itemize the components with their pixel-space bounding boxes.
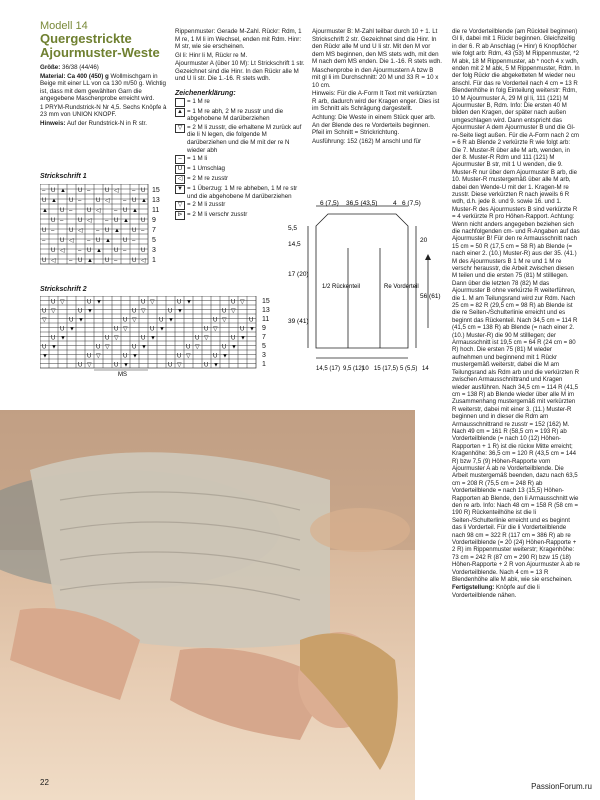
dim-left-1: 5,5 <box>288 225 298 232</box>
stitch-symbol-icon: ▲ <box>141 198 147 204</box>
stitch-symbol-icon: ▼ <box>240 335 246 342</box>
ausfuehrung-text: Ausführung: 152 (162) M anschl und für <box>312 137 422 145</box>
stitch-symbol-icon: U <box>231 335 236 342</box>
stitch-symbol-icon: ▼ <box>132 353 138 360</box>
stitch-symbol-icon: U <box>78 308 83 315</box>
stitch-symbol-icon: ▼ <box>231 344 237 351</box>
stitch-symbol-icon: U <box>177 353 182 360</box>
stitch-symbol-icon: U <box>123 353 128 360</box>
dim-top-3: 4 <box>393 200 397 207</box>
stitch-symbol-icon: ▽ <box>177 362 182 369</box>
stitch-symbol-icon: U <box>78 362 83 369</box>
stitch-symbol-icon: U <box>69 228 74 234</box>
stitch-symbol-icon: ▼ <box>78 317 84 324</box>
stitch-symbol-icon: ▽ <box>123 326 128 333</box>
legend-title: Zeichenerklärung: <box>175 89 236 97</box>
legend-text: = 1 M re <box>187 97 210 105</box>
dim-bottom-5: 5 (5,5) <box>400 366 418 372</box>
dim-right-2: 56 (61) <box>420 293 441 300</box>
stitch-symbol-icon: ▼ <box>96 299 102 306</box>
stitch-symbol-icon: ▽ <box>105 344 110 351</box>
stitch-symbol-icon: ▼ <box>141 344 147 351</box>
stitch-symbol-icon: ▲ <box>96 248 102 254</box>
stitch-symbol-icon: U <box>141 188 146 194</box>
dim-bottom-6: 14 <box>422 366 429 372</box>
stitch-symbol-icon: U <box>105 188 110 194</box>
stitch-symbol-icon: ◁ <box>96 208 101 214</box>
ajour-b-text: Ajourmuster B: M-Zahl teilbar durch 10 + 1. Lt Strickschrift 2 str. Gezeichnet sind die Hinr. In den Rückr alle M und U li str. Mit den M vor dem MS beginnen, den MS stets wdh, mit den M nach dem MS enden. Die 1.-16. R stets wdh. <box>312 28 442 66</box>
legend-symbol-icon: ▽ <box>175 201 185 210</box>
stitch-symbol-icon: ▼ <box>177 308 183 315</box>
legend-symbol-icon: – <box>175 155 185 164</box>
stitch-symbol-icon: ▼ <box>150 335 156 342</box>
chart-row-number: 9 <box>262 325 266 332</box>
stitch-symbol-icon: ▼ <box>222 353 228 360</box>
stitch-symbol-icon: ▼ <box>87 308 93 315</box>
stitch-symbol-icon: ▽ <box>150 299 155 306</box>
dim-bottom-1: 14,5 (17) <box>316 366 341 372</box>
dim-top-1: 6 (7,5) <box>320 200 339 207</box>
achtung-text: Achtung: Die Weste in einem Stück quer arb. An der Blende des re Vorderteils beginnen. Pfeil im Schnitt = Strickrichtung. <box>312 114 436 137</box>
legend-symbol-icon: U <box>175 165 185 174</box>
left-column <box>40 20 168 128</box>
stitch-symbol-icon: ▽ <box>42 317 47 324</box>
stitch-symbol-icon: – <box>123 248 127 254</box>
stitch-symbol-icon: ▲ <box>42 208 48 214</box>
stitch-symbol-icon: U <box>132 308 137 315</box>
stitch-symbol-icon: – <box>78 198 82 204</box>
stitch-symbol-icon: ▽ <box>114 335 119 342</box>
stitch-symbol-icon: ▽ <box>195 344 200 351</box>
stitch-symbol-icon: – <box>114 208 118 214</box>
stitch-symbol-icon: U <box>69 317 74 324</box>
stitch-symbol-icon: – <box>123 198 127 204</box>
stitch-symbol-icon: U <box>42 308 47 315</box>
stitch-symbol-icon: U <box>123 317 128 324</box>
title-line-2: Ajourmuster-Weste <box>40 45 160 60</box>
rippenmuster-text: Rippenmuster: Gerade M-Zahl. Rückr: Rdm, 1 M re, 1 M li im Wechsel, enden mit Rdm. Hinr: M str, wie sie erscheinen. <box>175 28 302 51</box>
legend-text: = 1 M re abh, 2 M re zusstr und die abgehobene M darüberziehen <box>187 107 284 123</box>
stitch-symbol-icon: ▽ <box>96 353 101 360</box>
stitch-symbol-icon: – <box>141 228 145 234</box>
stitch-symbol-icon: – <box>87 238 91 244</box>
stitch-symbol-icon: – <box>78 248 82 254</box>
stitch-symbol-icon: U <box>96 198 101 204</box>
dim-left-3: 17 (20) <box>288 271 309 278</box>
stitch-symbol-icon: U <box>132 228 137 234</box>
stitch-symbol-icon: ▽ <box>213 326 218 333</box>
stitch-symbol-icon: ▼ <box>168 317 174 324</box>
stitch-symbol-icon: U <box>69 198 74 204</box>
stitch-symbol-icon: U <box>141 335 146 342</box>
legend-item <box>175 108 307 123</box>
chart-row-number: 7 <box>262 334 266 341</box>
stitch-symbol-icon: ▽ <box>51 308 56 315</box>
stitch-symbol-icon: U <box>177 299 182 306</box>
size-value: 36/38 (44/46) <box>62 64 99 71</box>
stitch-symbol-icon: – <box>60 218 64 224</box>
stitch-symbol-icon: U <box>105 258 110 264</box>
stitch-symbol-icon: – <box>69 258 73 264</box>
stitch-symbol-icon: ▽ <box>87 362 92 369</box>
chart-row-number: 9 <box>152 217 156 224</box>
chart-row-number: 11 <box>152 207 160 214</box>
stitch-symbol-icon: U <box>42 198 47 204</box>
stitch-symbol-icon: U <box>96 344 101 351</box>
chart-row-number: 1 <box>262 361 266 368</box>
material-text-2: 1 PRYM-Rundstrick-N Nr 4,5. Sechs Knöpfe à 23 mm von UNION KNOPF. <box>40 103 167 119</box>
finishing-text: Knöpfe auf die li Vorderteilblende nähen. <box>452 584 540 599</box>
stitch-symbol-icon: ▲ <box>114 228 120 234</box>
stitch-symbol-icon: – <box>132 188 136 194</box>
chart-row-number: 15 <box>152 187 160 194</box>
stitch-symbol-icon: – <box>69 208 73 214</box>
stitch-symbol-icon: U <box>222 308 227 315</box>
stitch-symbol-icon: – <box>105 218 109 224</box>
vest-outline <box>316 214 408 348</box>
legend-text: = 1 Umschlag <box>187 165 226 173</box>
column-2 <box>175 28 307 221</box>
stitch-symbol-icon: ◁ <box>69 238 74 244</box>
stitch-symbol-icon: ▼ <box>249 326 255 333</box>
chart-row-number: 13 <box>262 307 270 314</box>
stitch-symbol-icon: U <box>231 299 236 306</box>
stitch-symbol-icon: U <box>141 248 146 254</box>
stitch-symbol-icon: ◁ <box>141 258 146 264</box>
material-label: Material: Ca 400 (450) g <box>40 72 109 80</box>
maschenprobe-text: Maschenprobe in den Ajourmustern A bzw B mit gl li im Durchschnitt: 20 M und 33 R = 10 x 10 cm. <box>312 66 439 89</box>
legend-text: = 1 Überzug: 1 M re abheben, 1 M re str und die abgehobene M darüberziehen <box>187 185 298 200</box>
stitch-symbol-icon: U <box>123 208 128 214</box>
chart-row-number: 5 <box>152 237 156 244</box>
stitch-symbol-icon: U <box>51 188 56 194</box>
stitch-symbol-icon: U <box>195 335 200 342</box>
dim-bottom-4: 15 (17,5) <box>374 366 399 372</box>
stitch-symbol-icon: ◁ <box>105 198 110 204</box>
stitch-symbol-icon: ▲ <box>87 258 93 264</box>
chart-row-number: 15 <box>262 298 270 305</box>
stitch-symbol-icon: U <box>60 208 65 214</box>
ms-label: MS <box>118 372 127 376</box>
stitch-symbol-icon: ▽ <box>240 299 245 306</box>
stitch-symbol-icon: U <box>87 299 92 306</box>
stitch-symbol-icon: U <box>141 299 146 306</box>
knitting-chart-1 <box>40 184 170 266</box>
title-line-1: Quergestrickte <box>40 31 132 46</box>
chart-row-number: 5 <box>262 343 266 350</box>
legend-symbol-icon: ⊳ <box>175 211 185 220</box>
stitch-symbol-icon: ▲ <box>105 238 111 244</box>
stitch-symbol-icon: – <box>114 258 118 264</box>
stitch-symbol-icon: U <box>213 317 218 324</box>
stitch-symbol-icon: U <box>105 228 110 234</box>
stitch-symbol-icon: ◁ <box>60 248 65 254</box>
dim-top-4: 6 (7,5) <box>402 200 421 207</box>
stitch-symbol-icon: U <box>123 238 128 244</box>
stitch-symbol-icon: U <box>87 353 92 360</box>
stitch-symbol-icon: U <box>204 362 209 369</box>
legend-symbol-icon <box>175 98 185 107</box>
stitch-symbol-icon: ▼ <box>51 344 57 351</box>
stitch-symbol-icon: ◁ <box>114 188 119 194</box>
chart-row-number: 13 <box>152 197 160 204</box>
chart-row-number: 1 <box>152 257 156 264</box>
chart-row-number: 7 <box>152 227 156 234</box>
stitch-symbol-icon: ▽ <box>231 308 236 315</box>
dim-bottom-3: 10 <box>362 366 369 372</box>
dim-right-1: 20 <box>420 237 428 244</box>
knitting-chart-2 <box>40 296 280 376</box>
stitch-symbol-icon: U <box>87 248 92 254</box>
stitch-symbol-icon: U <box>141 218 146 224</box>
chart1-title: Strickschrift 1 <box>40 173 87 180</box>
stitch-symbol-icon: U <box>213 353 218 360</box>
stitch-symbol-icon: U <box>105 335 110 342</box>
stitch-symbol-icon: U <box>150 326 155 333</box>
stitch-symbol-icon: ▼ <box>159 326 165 333</box>
stitch-symbol-icon: U <box>168 308 173 315</box>
schematic-diagram <box>288 198 448 408</box>
stitch-symbol-icon: U <box>159 317 164 324</box>
stitch-symbol-icon: U <box>114 218 119 224</box>
stitch-symbol-icon: U <box>204 326 209 333</box>
stitch-symbol-icon: ▲ <box>132 208 138 214</box>
legend-symbol-icon: ▲ <box>175 108 185 117</box>
stitch-symbol-icon: ▼ <box>60 335 66 342</box>
dim-bottom-2: 9,5 (12) <box>343 366 364 372</box>
stitch-symbol-icon: – <box>87 188 91 194</box>
column-4 <box>452 28 580 600</box>
stitch-symbol-icon: U <box>51 248 56 254</box>
stitch-symbol-icon: ◁ <box>51 258 56 264</box>
stitch-symbol-icon: ▼ <box>69 326 75 333</box>
stitch-symbol-icon: U <box>132 258 137 264</box>
chart-row-number: 3 <box>152 247 156 254</box>
instructions-text: die re Vorderteilblende (am Rückteil beginnen) Gl li, dabei mit 1 Rückr beginnen. Gleichzeitig in der 6. R ab Anschlag (= Hinr) 6 Knopflöcher wie folgt arb: Rdm, 43 (53) M Rippenmuster, *2 M abk, 18 M Rippenmuster, ab * noch 4 x wdh, enden mit 2 M abk, 5 M Rippenmuster, Rdm. In der folg Rückr die abgeketteten M wieder neu anschl. Für das re Vorderteil nach 4 cm = 13 R Blendenhöhe in folg Einteilung weiterstr: Rdm, 10 M Ajourmuster A, 29 M gl li, 111 (121) M Ajourmuster B, Rdm. Info: Die ersten 40 M bilden den Kragen, der später nach außen umgeschlagen wird. Dann entspricht das Ajourmuster A dem Ajourmuster B und die Gl-re-Seite liegt außen. Für die A-Form nach 2 cm = 6 R ab Blende 2 verkürzte R wie folgt arb: Die 7. Muster-R über alle M arb, wenden, in der 8. Muster-R Rdm und 111 (121) M Ajourmuster B str, mit 1 U wenden, die 9. Muster-R nur über dem Ajourmuster B arb, die 10. Muster-R mustergemäß über alle M arb, dabei den Wende-U mit der 1. Kragen-M re zusstr. Diese verkürzten R nach jeweils 6 R wdh, d.h. jede 8. und 9. sowie 16. und 1. Muster-R des Ajourmusters B sind verkürzte R = 4 verkürzte R pro Höhen-Rapport. Achtung: Wenn nicht anders angegeben beziehen sich die nachfolgenden cm- und R-Angaben auf das Ajourmuster B! Für den re Armausschnitt nach 15 cm = 50 R (17,5 cm = 58 R) ab Blende (= nach einer 2. (10.) Muster-R) aus der 35. (41.) M des Ajourmusters B 1 M re und 1 M re verschr herausstr, die Arbeit zwischen diesen M teilen und die ersten 75 (81) M stilllegen. Dann über die letzten 78 (82) M das Ajourmuster B ohne verkürzte R weiterführen, die 1. M am Teilungsrand wird zur Rdm. Nach 25 cm = 82 R (29,5 cm = 98 R) ab Blende ist die re Seiten-/Schulterlinie erreicht und es beginnt das Rückenteil. Nach 34,5 cm = 114 R (41,5 cm = 138 R) ab Blende (= nach einer 2. (10.) Muster-R) die 90 M stilllegen; der Armausschnitt ist 19,5 cm = 64 R (24 cm = 80 R) hoch. Die ersten 75 (81) M wieder aufnehmen und beginnend mit 1 Rückr mustergemäß weiterstr, dabei die M am Teilungsrand als Rdm arb und die verkürzten R zwischen Armausschnittrand und Kragen wieder ausführen. Nach 34,5 cm = 114 R (41,5 cm = 138 R) ab Blende wieder über alle M im Zusammenhang mustergemäß mit verkürzten R weiterstr, dabei mit einer 3. (11.) Muster-R beginnen und in dieser die Rdm am Armausschnittrand re zusstr = 152 (162) M. Nach 49 cm = 161 R (58,5 cm = 193 R) ab Vorderteilblende (= nach 10 (12) Höhen-Rapporten + 1 R) ist die rückw Mitte erreicht; Kragenhöhe: 36,5 cm = 120 R (43,5 cm = 144 R) bzw 7,5 (9) Höhen-Rapporte vom Ajourmuster A ab re Vorderteilblende. Die Arbeit mustergemäß beenden, dazu nach 63,5 cm = 208 R (75,5 cm = 248 R) ab Vorderteilblende = nach 13 (15,5) Höhen-Rapporten ab Blende, den li Armausschnitt wie den re arb. Info: Nach 48 cm = 158 R (58 cm = 190 R) Rückenteilhöhe ist die li Seiten-/Schulterlinie erreicht und es beginnt das li Vorderteil. Für die li Vorderteilblende nach 98 cm = 322 R (117 cm = 386 R) ab re Vorderteilblende (= 20 (24) Höhen-Rapporte + 2 R) im Rippenmuster weiterstr; Kragenhöhe: 73 cm = 242 R (87 cm = 290 R) bzw 15 (18) Höhen-Rapporte + 2 R von Ajourmuster A ab re Vorderteilblende. Nach 4 cm = 13 R Blendenhöhe alle M abk, wie sie erscheinen. <box>452 28 580 584</box>
legend-item <box>175 155 307 164</box>
stitch-symbol-icon: ▲ <box>60 188 66 194</box>
gl-li-text: Gl li: Hinr li M, Rückr re M. <box>175 51 248 59</box>
stitch-symbol-icon: U <box>60 238 65 244</box>
stitch-symbol-icon: – <box>51 228 55 234</box>
stitch-symbol-icon: ▲ <box>51 198 57 204</box>
ajour-a-text: Ajourmuster A (über 10 M): Lt Strickschrift 1 str. Gezeichnet sind die Hinr. In den Rückr alle M und U li str. Die 1.-16. R stets wdh. <box>175 60 305 83</box>
legend-symbol-icon: ▽ <box>175 124 185 133</box>
stitch-symbol-icon: U <box>114 362 119 369</box>
size-label: Größe: <box>40 64 61 71</box>
stitch-symbol-icon: U <box>114 326 119 333</box>
stitch-symbol-icon: U <box>222 344 227 351</box>
stitch-symbol-icon: ▲ <box>123 218 129 224</box>
legend-symbol-icon: ▼ <box>175 185 185 194</box>
stitch-symbol-icon: U <box>60 326 65 333</box>
model-label: Modell 14 <box>40 20 88 32</box>
hint-text: Auf der Rundstrick-N in R str. <box>66 119 147 127</box>
dim-left-4: 39 (41) <box>288 318 309 325</box>
stitch-symbol-icon: ▽ <box>204 335 209 342</box>
stitch-symbol-icon: U <box>186 344 191 351</box>
stitch-symbol-icon: ▼ <box>42 353 48 360</box>
stitch-symbol-icon: ▼ <box>213 362 219 369</box>
stitch-symbol-icon: U <box>78 188 83 194</box>
finishing-label: Fertigstellung: <box>452 584 495 592</box>
stitch-symbol-icon: U <box>114 248 119 254</box>
legend-item <box>175 175 307 184</box>
stitch-symbol-icon: ▽ <box>186 353 191 360</box>
dim-left-2: 14,5 <box>288 241 301 248</box>
stitch-symbol-icon: U <box>96 238 101 244</box>
stitch-symbol-icon: U <box>51 299 56 306</box>
stitch-symbol-icon: ◁ <box>87 218 92 224</box>
stitch-symbol-icon: – <box>96 228 100 234</box>
legend-symbol-icon: ◁ <box>175 175 185 184</box>
stitch-symbol-icon: ▽ <box>141 308 146 315</box>
stitch-symbol-icon: ◁ <box>78 228 83 234</box>
stitch-symbol-icon: ▽ <box>132 317 137 324</box>
stitch-symbol-icon: U <box>42 344 47 351</box>
chart-row-number: 11 <box>262 316 270 323</box>
stitch-symbol-icon: ▽ <box>222 317 227 324</box>
stitch-symbol-icon: U <box>240 326 245 333</box>
legend-item <box>175 124 307 154</box>
stitch-symbol-icon: U <box>42 228 47 234</box>
stitch-symbol-icon: U <box>51 335 56 342</box>
chart2-title: Strickschrift 2 <box>40 286 87 293</box>
stitch-symbol-icon: ▽ <box>60 299 65 306</box>
legend-item <box>175 165 307 174</box>
stitch-symbol-icon: – <box>132 238 136 244</box>
page-number: 22 <box>40 778 49 787</box>
legend-text: = 1 M li <box>187 155 208 163</box>
stitch-symbol-icon: U <box>168 362 173 369</box>
left-piece-label: 1/2 Rückenteil <box>322 284 361 290</box>
dim-top-2: 36,5 (43,5) <box>346 200 378 207</box>
hint-label: Hinweis: <box>40 119 66 127</box>
legend-text: = 2 M li zusstr <box>187 201 226 209</box>
watermark: PassionForum.ru <box>531 782 592 791</box>
stitch-symbol-icon: – <box>42 188 46 194</box>
hinweis-text: Hinweis: Für die A-Form lt Text mit verkürzten R arb, dadurch wird der Kragen enger. Dies ist im Schnitt als Schrägung dargestellt. <box>312 90 440 113</box>
chart-row-number: 3 <box>262 352 266 359</box>
stitch-symbol-icon: ▼ <box>186 299 192 306</box>
stitch-symbol-icon: U <box>132 198 137 204</box>
legend-text: = 2 M re zusstr <box>187 175 229 183</box>
legend-text: = 2 M li verschr zusstr <box>187 211 248 219</box>
model-photo <box>0 410 415 800</box>
material-text: Wollmischgarn in Beige mit einer LL von ca 130 m/50 g. Wichtig ist, dass mit dem gewählten Garn die angegebene Maschenprobe erreicht wird. <box>40 72 166 103</box>
stitch-symbol-icon: – <box>42 238 46 244</box>
stitch-symbol-icon: U <box>78 218 83 224</box>
stitch-symbol-icon: U <box>249 317 254 324</box>
stitch-symbol-icon: U <box>132 344 137 351</box>
column-3 <box>312 28 442 146</box>
stitch-symbol-icon: U <box>87 208 92 214</box>
right-piece-label: Re Vorderteil <box>384 284 419 290</box>
stitch-symbol-icon: U <box>78 258 83 264</box>
stitch-symbol-icon: ▼ <box>123 362 129 369</box>
stitch-symbol-icon: U <box>42 258 47 264</box>
legend-item <box>175 98 307 107</box>
stitch-symbol-icon: U <box>51 218 56 224</box>
legend-text: = 2 M li zusstr, die erhaltene M zurück auf die li N legen, die folgende M darüberziehen und die M mit der re N wieder abh <box>187 123 302 154</box>
